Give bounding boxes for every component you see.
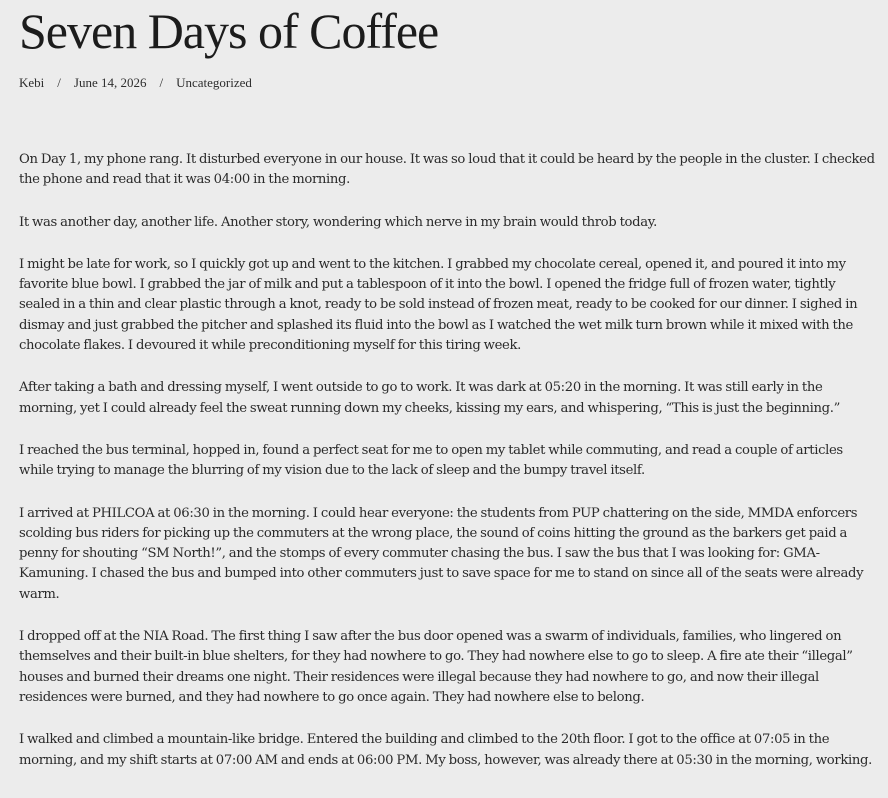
- post-category-link[interactable]: Uncategorized: [176, 75, 252, 90]
- post-paragraph: I walked and climbed a mountain-like bridge. Entered the building and climbed to the 20th floor. I got to the office at 07:05 in the morning, and my shift starts at 07:00 AM and ends at 06:00 PM. My boss, however, was already there at 05:30 in the morning, working.: [19, 732, 872, 768]
- post-title: Seven Days of Coffee: [19, 3, 439, 59]
- meta-separator: /: [57, 75, 61, 90]
- post-paragraph: On Day 1, my phone rang. It disturbed everyone in our house. It was so loud that it could be heard by the people in the cluster. I checked the phone and read that it was 04:00 in the morning.: [19, 152, 875, 188]
- post-paragraph: I dropped off at the NIA Road. The first thing I saw after the bus door opened was a swarm of individuals, families, who lingered on themselves and their built-in blue shelters, for they had nowhere to go. They had nowhere else to go to sleep. A fire ate their “illegal” houses and burned their dreams one night. Their residences were illegal because they had nowhere to go, and now their illegal residences were burned, and they had nowhere to go once again. They had nowhere else to belong.: [19, 629, 853, 705]
- meta-separator: /: [159, 75, 164, 90]
- post-paragraph: It was another day, another life. Another story, wondering which nerve in my brain would throb today.: [19, 214, 657, 230]
- post-paragraph: After taking a bath and dressing myself, I went outside to go to work. It was dark at 05:20 in the morning. It was still early in the morning, yet I could already feel the sweat running down my cheeks, kissing my ears, and whispering, “This is just the beginning.”: [19, 380, 840, 416]
- post-paragraph: I reached the bus terminal, hopped in, found a perfect seat for me to open my tablet while commuting, and read a couple of articles while trying to manage the blurring of my vision due to the lack of sleep and the bumpy travel itself.: [19, 442, 843, 479]
- post-content: [19, 150, 877, 793]
- post-paragraph: I might be late for work, so I quickly got up and went to the kitchen. I grabbed my chocolate cereal, opened it, and poured it into my favorite blue bowl. I grabbed the jar of milk and put a tablespoon of it into the bowl. I opened the fridge full of frozen water, tightly sealed in a thin and clear plastic through a knot, ready to be sold instead of frozen meat, ready to be cooked for our dinner. I sighed in dismay and just grabbed the pitcher and splashed its fluid into the bowl as I watched the wet milk turn brown while it mixed with the chocolate flakes. I devoured it while preconditioning myself for this tiring week.: [19, 256, 858, 354]
- post-meta: [19, 75, 252, 91]
- post-paragraph: I arrived at PHILCOA at 06:30 in the morning. I could hear everyone: the students from PUP chattering on the side, MMDA enforcers scolding bus riders for picking up the commuters at the wrong place, the sound of coins hitting the ground as the barkers get paid a penny for shouting “SM North!”, and the stomps of every commuter chasing the bus. I saw the bus that I was looking for: GMA-Kamuning. I chased the bus and bumped into other commuters just to save space for me to stand on since all of the seats were already warm.: [19, 505, 864, 602]
- post-date-link[interactable]: June 14, 2026: [73, 75, 147, 90]
- post-author-link[interactable]: Kebi: [19, 75, 45, 90]
